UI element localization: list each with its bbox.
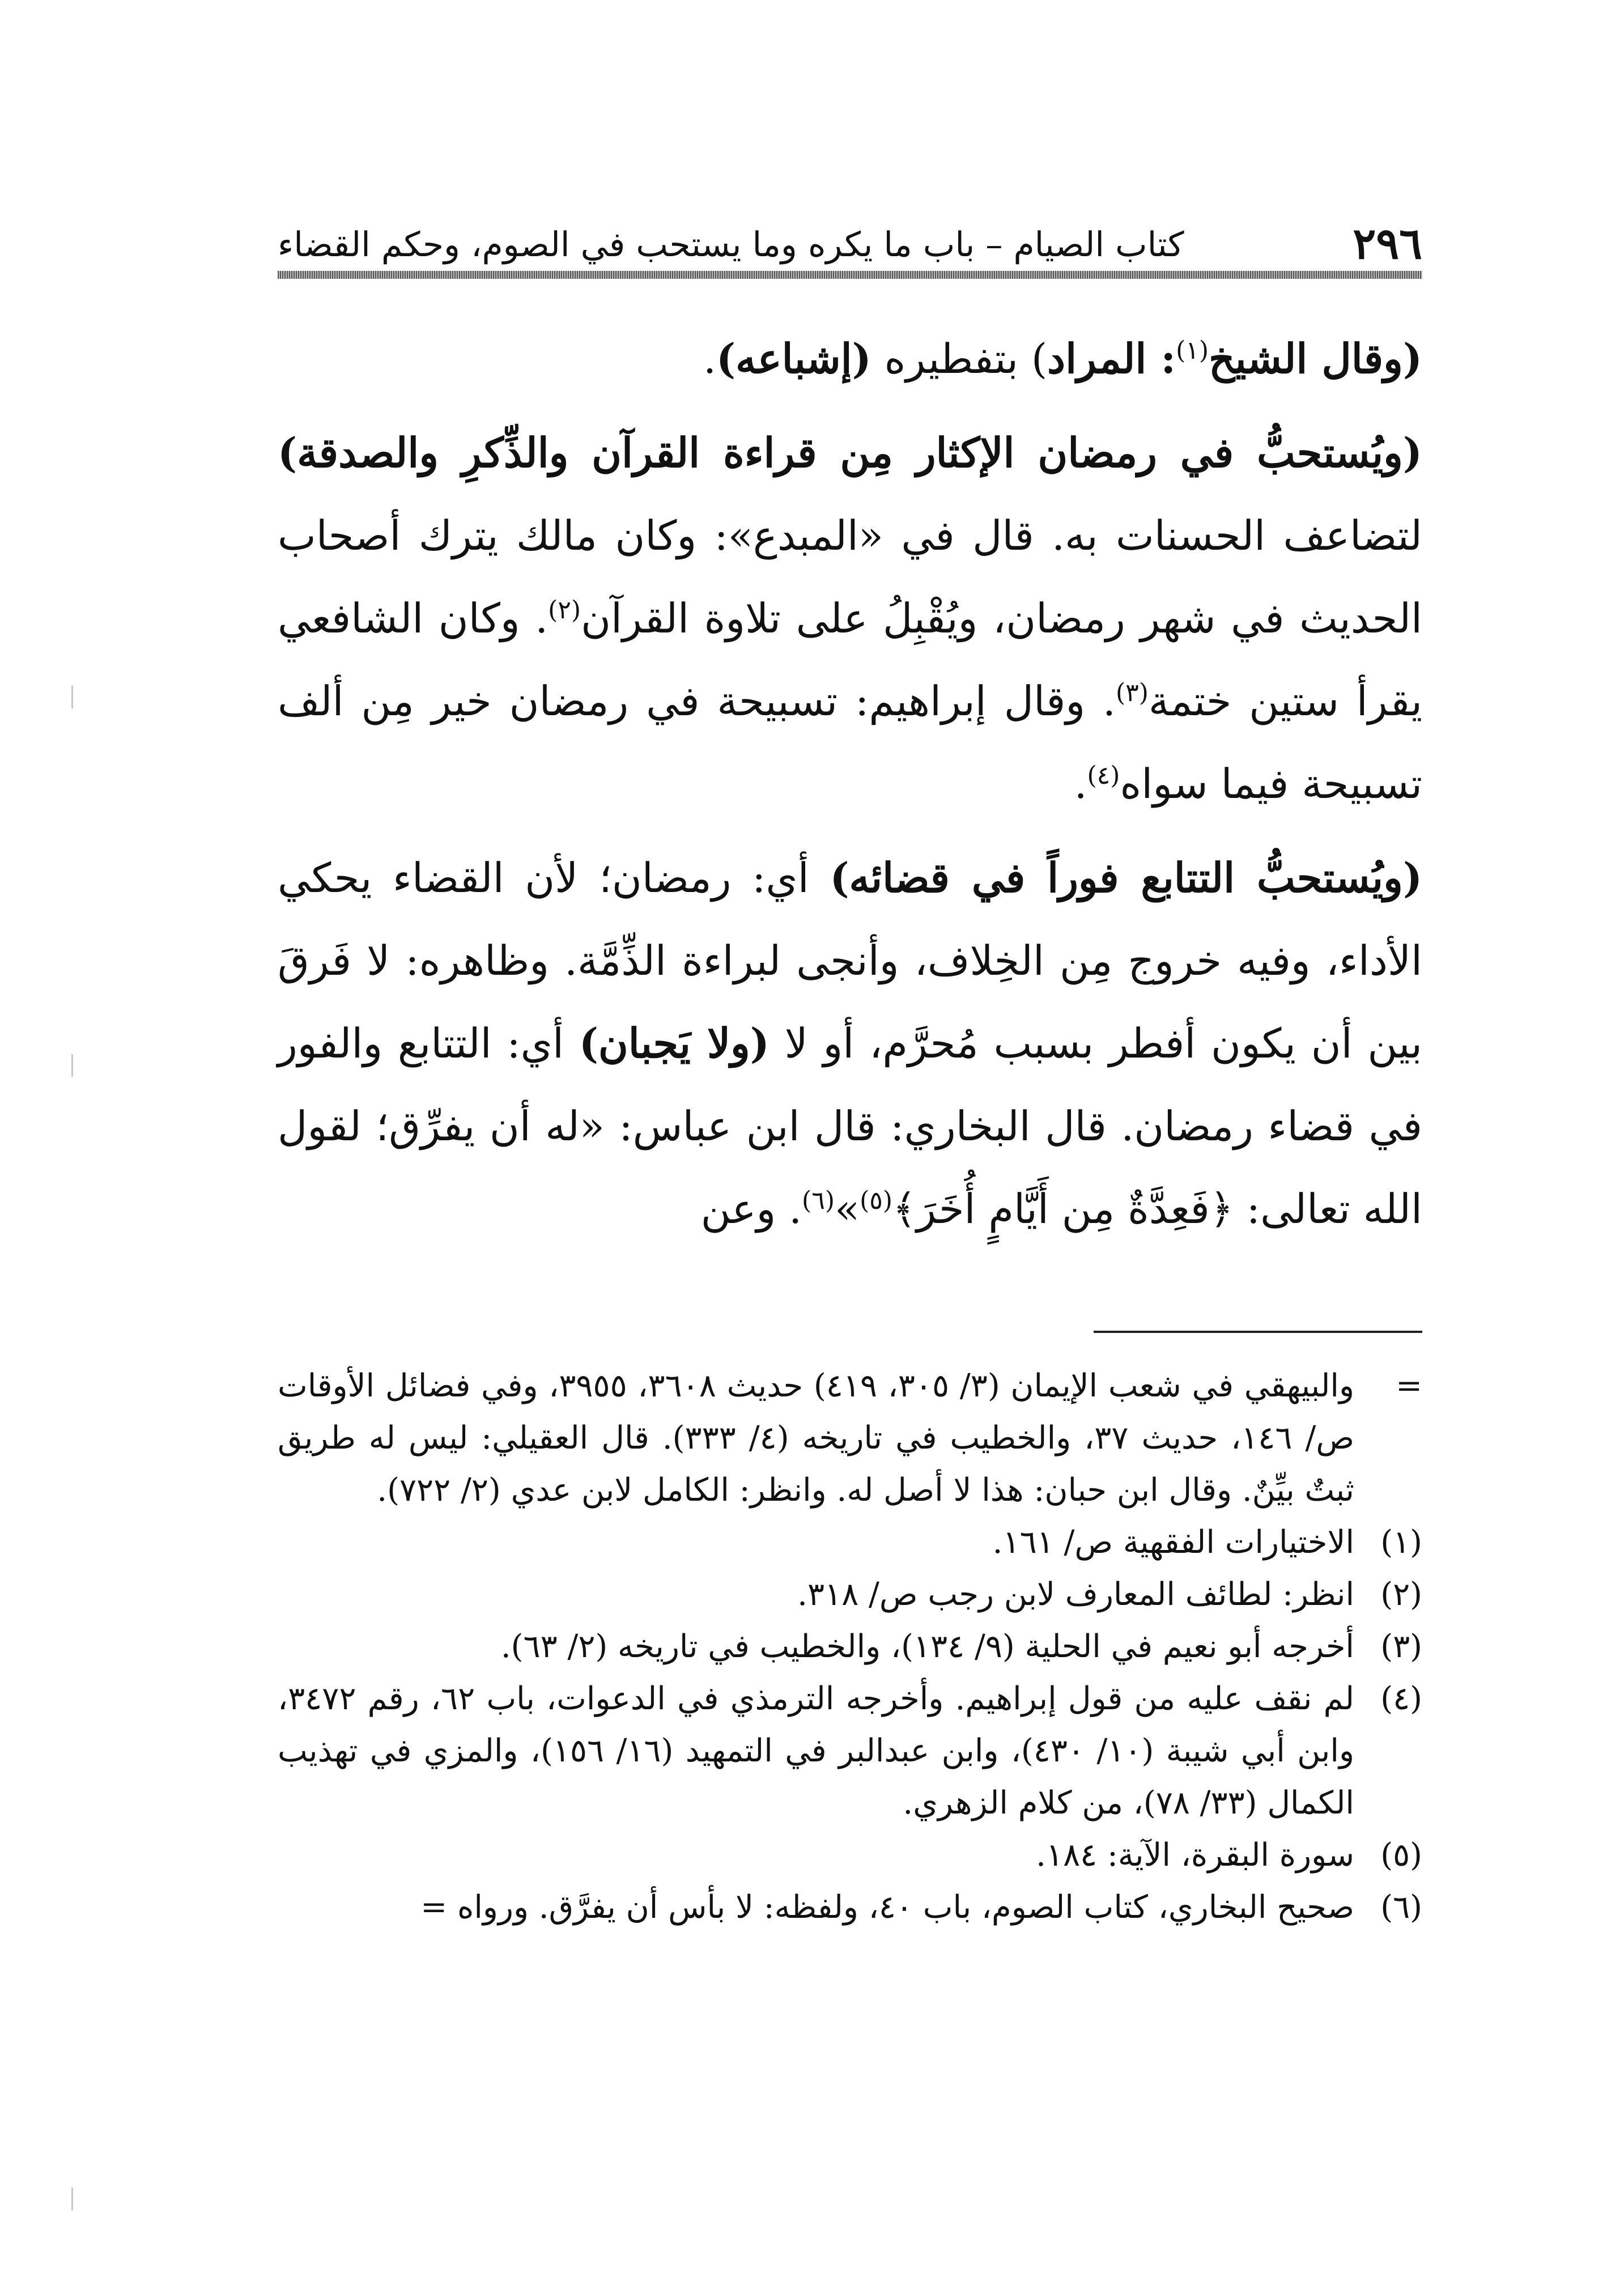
paragraph-3 [278, 836, 1422, 1250]
commentary-text: . [703, 335, 717, 383]
commentary-text: . [1074, 760, 1087, 808]
footnote-text: صحيح البخاري، كتاب الصوم، باب ٤٠، ولفظه: لا بأس أن يفرَّق. ورواه = [420, 1889, 1354, 1926]
matn-text: (ولا يَجبان) [579, 1019, 770, 1067]
matn-text: (إشباعه) [716, 334, 871, 383]
running-title: كتاب الصيام – باب ما يكره وما يستحب في الصوم، وحكم القضاء [278, 225, 1184, 265]
paragraph-1 [278, 317, 1422, 400]
footnote [278, 1621, 1422, 1673]
footnote-text: أخرجه أبو نعيم في الحلية (٩/ ١٣٤)، والخطيب في تاريخه (٢/ ٦٣). [500, 1628, 1354, 1665]
footnote-ref: (٢) [548, 596, 581, 625]
scan-edge-mark [71, 686, 73, 708]
footnote-separator [1094, 1331, 1422, 1333]
header-rule [278, 271, 1422, 279]
scan-edge-mark [71, 2188, 73, 2210]
footnote-text: والبيهقي في شعب الإيمان (٣/ ٣٠٥، ٤١٩) حديث ٣٦٠٨، ٣٩٥٥، وفي فضائل الأوقات ص/ ١٤٦، حديث ٣٧، والخطيب في تاريخه (٤/ ٣٣٣). قال العقيلي: ليس له طريق ثبتٌ بيِّنٌ. وقال ابن حبان: هذا لا أصل له. وانظر: الكامل لابن عدي (٢/ ٧٢٢). [278, 1368, 1355, 1509]
footnote-marker: (٢) [1380, 1576, 1422, 1613]
footnote-text: سورة البقرة، الآية: ١٨٤. [1036, 1837, 1354, 1874]
footnote [278, 1829, 1422, 1882]
footnote-marker: = [1396, 1368, 1422, 1404]
footnote-ref: (١) [1176, 336, 1209, 365]
commentary-text: لتضاعف الحسنات به. قال في «المبدع»: وكان مالك يترك أصحاب الحديث في شهر رمضان، ويُقْبِلُ على تلاوة القرآن [278, 512, 1423, 642]
commentary-text: . وكان الشافعي يقرأ ستين ختمة [278, 595, 1422, 725]
footnote-ref: (٦) [802, 1186, 835, 1215]
footnote [278, 1360, 1422, 1517]
commentary-text: أي: التتابع والفور في قضاء رمضان. قال البخاري: قال ابن عباس: «له أن يفرِّق؛ لقول الله تعالى: ﴿فَعِدَّةٌ مِن أَيَّامٍ أُخَرَ﴾ [278, 1020, 1422, 1233]
matn-text: : المراد [1047, 334, 1176, 383]
commentary-text: ) بتفطيره [871, 335, 1048, 383]
footnote [278, 1673, 1422, 1829]
footnote-ref: (٤) [1087, 761, 1120, 790]
paragraph-2 [278, 411, 1422, 825]
footnote-ref: (٥) [860, 1186, 893, 1215]
footnote-text: انظر: لطائف المعارف لابن رجب ص/ ٣١٨. [797, 1576, 1354, 1613]
main-text [278, 317, 1422, 1250]
page-number: ٢٩٦ [1353, 218, 1422, 269]
matn-text: (ويُستحبُّ في رمضان الإكثار مِن قراءة القرآن والذِّكرِ والصدقة) [278, 428, 1422, 477]
footnote-marker: (٥) [1380, 1837, 1422, 1874]
footnotes [278, 1360, 1422, 1934]
footnote-marker: (٤) [1380, 1680, 1422, 1717]
footnote-text: الاختيارات الفقهية ص/ ١٦١. [992, 1524, 1354, 1561]
matn-text: (ويُستحبُّ التتابع فوراً في قضائه) [830, 853, 1423, 902]
scan-edge-mark [71, 1054, 73, 1077]
footnote-marker: (٦) [1380, 1889, 1422, 1926]
matn-text: (وقال الشيخ [1209, 334, 1422, 383]
footnote-ref: (٣) [1115, 678, 1149, 707]
footnote-text: لم نقف عليه من قول إبراهيم. وأخرجه الترمذي في الدعوات، باب ٦٢، رقم ٣٤٧٢، وابن أبي شيبة (١٠/ ٤٣٠)، وابن عبدالبر في التمهيد (١٦/ ١٥٦)، والمزي في تهذيب الكمال (٣٣/ ٧٨)، من كلام الزهري. [278, 1680, 1355, 1821]
commentary-text: . وقال إبراهيم: تسبيحة في رمضان خير مِن ألف تسبيحة فيما سواه [278, 677, 1422, 808]
footnote [278, 1882, 1422, 1934]
commentary-text: أي: رمضان؛ لأن القضاء يحكي الأداء، وفيه خروج مِن الخِلاف، وأنجى لبراءة الذِّمَّة. وظاهره: لا فَرقَ بين أن يكون أفطر بسبب مُحرَّم، أو لا [278, 854, 1422, 1067]
page-header [278, 215, 1422, 272]
commentary-text: » [835, 1185, 860, 1233]
footnote-marker: (٣) [1380, 1628, 1422, 1665]
commentary-text: . وعن [700, 1185, 802, 1233]
footnote [278, 1517, 1422, 1569]
footnote [278, 1569, 1422, 1621]
footnote-marker: (١) [1380, 1524, 1422, 1561]
